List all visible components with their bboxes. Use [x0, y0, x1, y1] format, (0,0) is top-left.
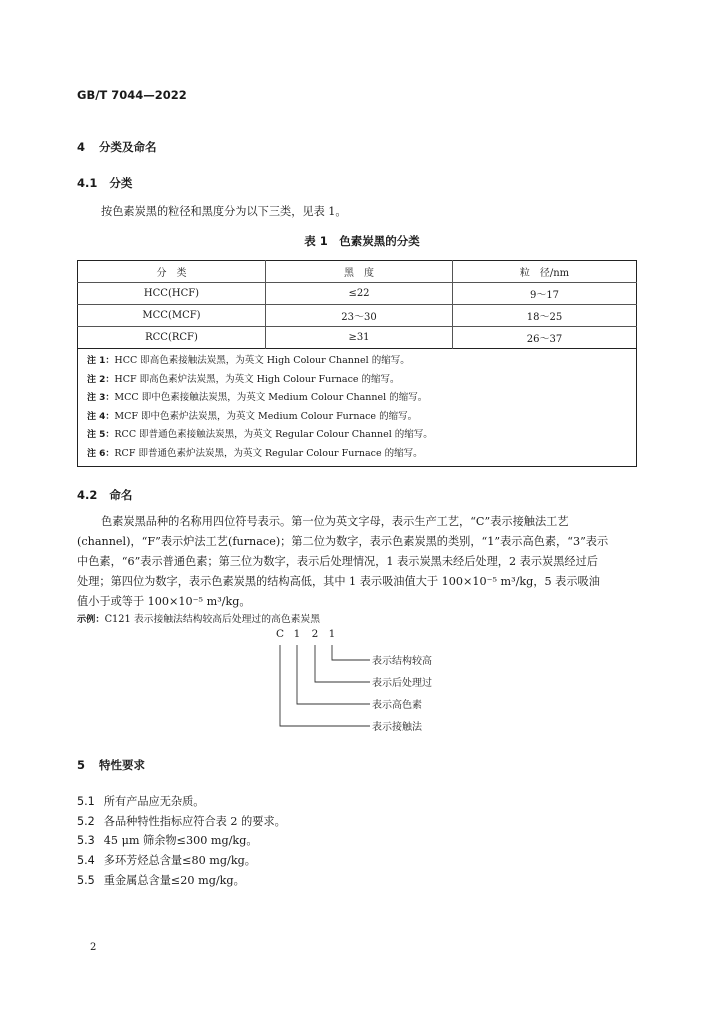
section-5-title: 特性要求: [99, 758, 146, 772]
symbol-digit-1: 1: [293, 628, 301, 640]
table-cell: MCC(MCF): [78, 305, 266, 327]
note-text: MCC 即中色素接触法炭黑，为英文 Medium Colour Channel 的缩写。: [114, 392, 428, 403]
note-label: 注 6：: [87, 448, 115, 459]
requirement-number: 5.4: [77, 854, 95, 867]
section-5-number: 5: [77, 758, 86, 772]
note-label: 注 4：: [87, 411, 115, 422]
note-label: 注 3：: [87, 393, 115, 403]
table-cell: 26～37: [453, 327, 637, 349]
requirement-item: [77, 832, 258, 848]
requirement-number: 5.1: [77, 795, 95, 808]
requirement-text: 多环芳烃总含量≤80 mg/kg。: [103, 854, 256, 867]
requirement-text: 重金属总含量≤20 mg/kg。: [103, 874, 245, 887]
standard-code: GB/T 7044—2022: [77, 88, 187, 102]
table-cell: ≤22: [266, 283, 453, 305]
requirement-number: 5.2: [77, 815, 95, 828]
note-text: RCF 即普通色素炉法炭黑，为英文 Regular Colour Furnace 的缩写。: [114, 447, 423, 459]
table-header-cell: 粒 径/nm: [453, 261, 637, 283]
section-5-heading: [77, 757, 145, 773]
requirement-item: [77, 872, 245, 888]
connector-line: [297, 645, 370, 704]
table-cell: 9～17: [453, 283, 637, 305]
section-4-2-number: 4.2: [77, 488, 98, 502]
naming-paragraph-line: 处理；第四位为数字，表示色素炭黑的结构高低，其中 1 表示吸油值大于 100×10⁻⁵ m³/kg，5 表示吸油: [77, 575, 600, 588]
section-4-2-title: 命名: [109, 488, 133, 502]
section-4-1-title: 分类: [109, 176, 133, 190]
requirement-number: 5.5: [77, 874, 95, 887]
section-4-1-intro: 按色素炭黑的粒径和黑度分为以下三类，见表 1。: [101, 205, 347, 218]
example-label: 示例：: [77, 614, 105, 625]
requirement-text: 各品种特性指标应符合表 2 的要求。: [103, 815, 286, 828]
table-cell: ≥31: [266, 327, 453, 349]
requirement-item: [77, 793, 205, 809]
note-label: 注 2：: [87, 374, 115, 385]
requirement-number: 5.3: [77, 834, 95, 847]
symbol-letter: C: [275, 628, 285, 640]
section-4-number: 4: [77, 140, 86, 154]
requirement-text: 所有产品应无杂质。: [103, 795, 205, 808]
note-label: 注 5：: [87, 430, 115, 440]
symbol-digit-2: 2: [311, 628, 319, 640]
note-label: 注 1：: [87, 356, 115, 366]
note-text: HCF 即高色素炉法炭黑，为英文 High Colour Furnace 的缩写。: [114, 373, 400, 385]
table-header-cell: 黑 度: [266, 261, 453, 283]
table-cell: RCC(RCF): [78, 327, 266, 349]
diagram-label: 表示接触法: [372, 722, 422, 733]
connector-line: [332, 645, 370, 660]
page-number: 2: [90, 942, 97, 953]
diagram-label: 表示结构较高: [372, 656, 432, 667]
note-text: MCF 即中色素炉法炭黑，为英文 Medium Colour Furnace 的缩写。: [114, 410, 418, 422]
requirement-text: 45 μm 筛余物≤300 mg/kg。: [103, 834, 258, 847]
table-header-cell: 分 类: [156, 268, 187, 279]
example-text: C121 表示接触法结构较高后处理过的高色素炭黑: [104, 614, 321, 625]
diagram-label: 表示后处理过: [372, 678, 432, 689]
connector-line: [280, 645, 370, 726]
naming-paragraph-line: 色素炭黑品种的名称用四位符号表示。第一位为英文字母，表示生产工艺，“C”表示接触法工艺: [101, 515, 569, 528]
table-1-caption: 表 1 色素炭黑的分类: [304, 234, 420, 248]
note-text: RCC 即普通色素接触法炭黑，为英文 Regular Colour Channel 的缩写。: [114, 429, 433, 440]
requirement-item: [77, 813, 286, 829]
requirement-item: [77, 852, 256, 868]
naming-paragraph-line: (channel)，“F”表示炉法工艺(furnace)；第二位为数字，表示色素炭黑的类别，“1”表示高色素，“3”表示: [77, 535, 609, 548]
table-cell: 18～25: [453, 305, 637, 327]
note-text: HCC 即高色素接触法炭黑，为英文 High Colour Channel 的缩写。: [114, 355, 410, 366]
connector-lines: [280, 645, 370, 726]
table-cell: 23～30: [266, 305, 453, 327]
naming-paragraph-line: 值小于或等于 100×10⁻⁵ m³/kg。: [77, 595, 251, 608]
naming-paragraph-line: 中色素，“6”表示普通色素；第三位为数字，表示后处理情况，1 表示炭黑未经后处理，2 表示炭黑经过后: [77, 555, 598, 568]
section-4-1-number: 4.1: [77, 176, 98, 190]
diagram-label: 表示高色素: [372, 700, 422, 711]
section-4-title: 分类及命名: [99, 140, 157, 154]
connector-line: [315, 645, 370, 682]
symbol-digit-3: 1: [328, 628, 336, 640]
table-cell: HCC(HCF): [78, 283, 266, 305]
